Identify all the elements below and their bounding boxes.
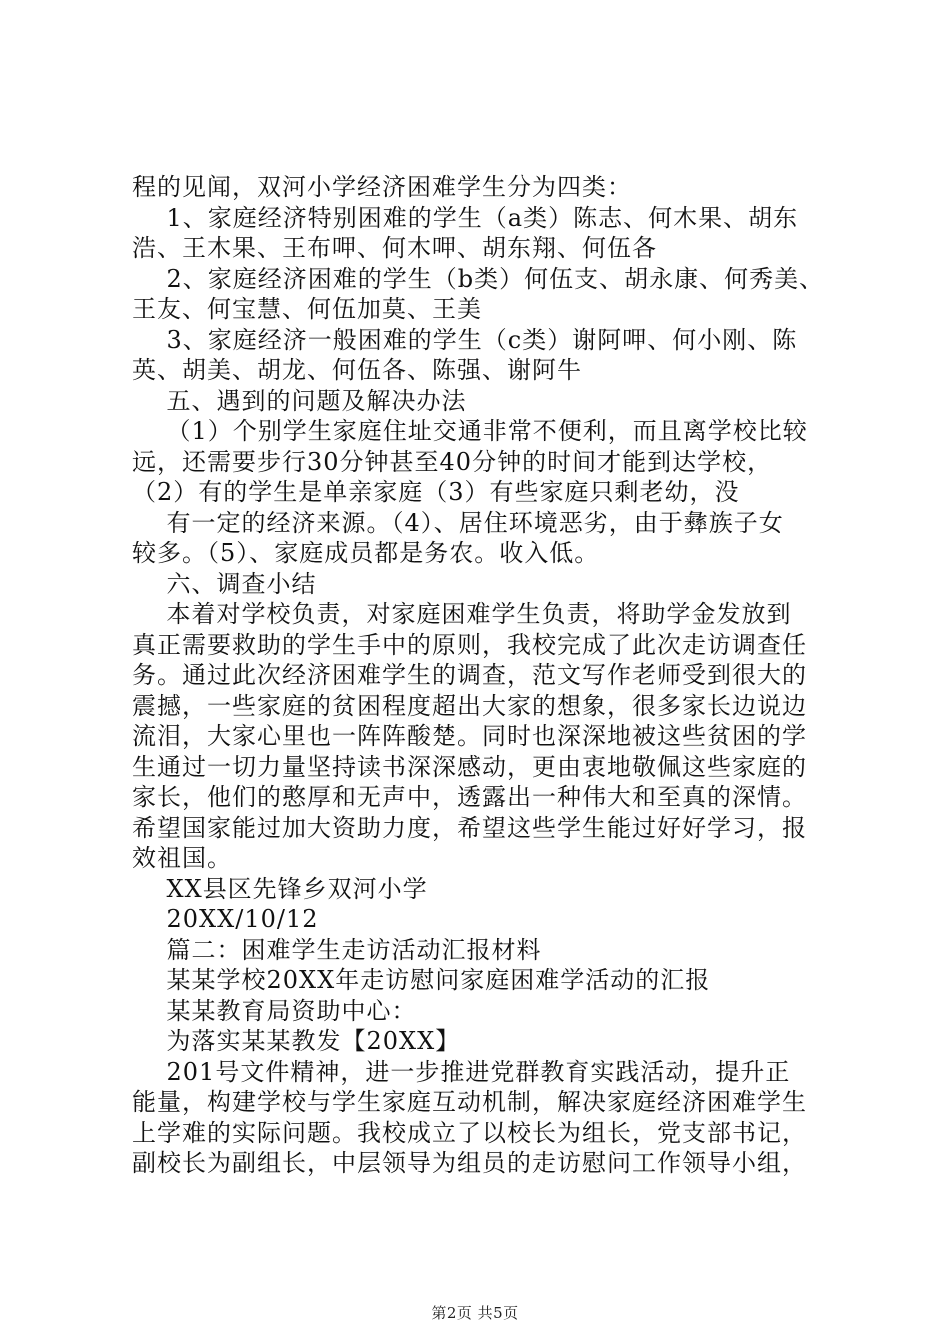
text-line: 201号文件精神，进一步推进党群教育实践活动，提升正 bbox=[132, 1057, 791, 1086]
text-line: 1、家庭经济特别困难的学生（a类）陈志、何木果、胡东 bbox=[132, 203, 799, 232]
text-line: 家长，他们的憨厚和无声中，透露出一种伟大和至真的深情。 bbox=[132, 783, 807, 811]
report-title: 某某学校20XX年走访慰问家庭困难学活动的汇报 bbox=[132, 966, 711, 994]
text-line: 有一定的经济来源。（4）、居住环境恶劣，由于彝族子女 bbox=[132, 508, 784, 537]
text-line: 上学难的实际问题。我校成立了以校长为组长，党支部书记， bbox=[132, 1118, 807, 1147]
text-line: 务。通过此次经济困难学生的调查，范文写作老师受到很大的 bbox=[132, 661, 807, 689]
text-line: 3、家庭经济一般困难的学生（c类）谢阿呷、何小刚、陈 bbox=[132, 325, 798, 354]
section-heading: 六、调查小结 bbox=[132, 569, 317, 598]
text-line: 流泪，大家心里也一阵阵酸楚。同时也深深地被这些贫困的学 bbox=[132, 722, 807, 750]
text-line: 浩、王木果、王布呷、何木呷、胡东翔、何伍各 bbox=[132, 234, 657, 262]
text-line: 能量，构建学校与学生家庭互动机制，解决家庭经济困难学生 bbox=[132, 1088, 807, 1116]
text-line: （1）个别学生家庭住址交通非常不便利，而且离学校比较 bbox=[132, 417, 808, 445]
text-line: 英、胡美、胡龙、何伍各、陈强、谢阿牛 bbox=[132, 356, 582, 384]
text-line: 2、家庭经济困难的学生（b类）何伍支、胡永康、何秀美、 bbox=[132, 264, 825, 293]
page-number-label: 第2页 共5页 bbox=[431, 1304, 519, 1322]
section-heading: 篇二：困难学生走访活动汇报材料 bbox=[132, 935, 542, 964]
text-line: 程的见闻，双河小学经济困难学生分为四类： bbox=[132, 173, 632, 201]
text-line: 副校长为副组长，中层领导为组员的走访慰问工作领导小组， bbox=[132, 1149, 807, 1177]
text-line: 为落实某某教发【20XX】 bbox=[132, 1027, 461, 1055]
signature-school: XX县区先锋乡双河小学 bbox=[132, 874, 428, 903]
text-line: 本着对学校负责，对家庭困难学生负责，将助学金发放到 bbox=[132, 600, 792, 628]
text-line: 效祖国。 bbox=[132, 844, 232, 872]
text-line: （2）有的学生是单亲家庭（3）有些家庭只剩老幼，没 bbox=[132, 478, 740, 506]
document-body bbox=[132, 172, 842, 1179]
text-line: 真正需要救助的学生手中的原则，我校完成了此次走访调查任 bbox=[132, 630, 807, 659]
text-line: 希望国家能过加大资助力度，希望这些学生能过好好学习，报 bbox=[132, 813, 807, 842]
section-heading: 五、遇到的问题及解决办法 bbox=[132, 386, 467, 415]
text-line: 生通过一切力量坚持读书深深感动，更由衷地敬佩这些家庭的 bbox=[132, 752, 807, 781]
text-line: 远，还需要步行30分钟甚至40分钟的时间才能到达学校， bbox=[132, 447, 773, 476]
text-line: 王友、何宝慧、何伍加莫、王美 bbox=[132, 295, 482, 323]
recipient-line: 某某教育局资助中心： bbox=[132, 996, 417, 1025]
text-line: 较多。（5）、家庭成员都是务农。收入低。 bbox=[132, 539, 600, 567]
signature-date: 20XX/10/12 bbox=[132, 905, 319, 933]
text-line: 震撼，一些家庭的贫困程度超出大家的想象，很多家长边说边 bbox=[132, 691, 807, 720]
page-footer bbox=[0, 1302, 950, 1323]
